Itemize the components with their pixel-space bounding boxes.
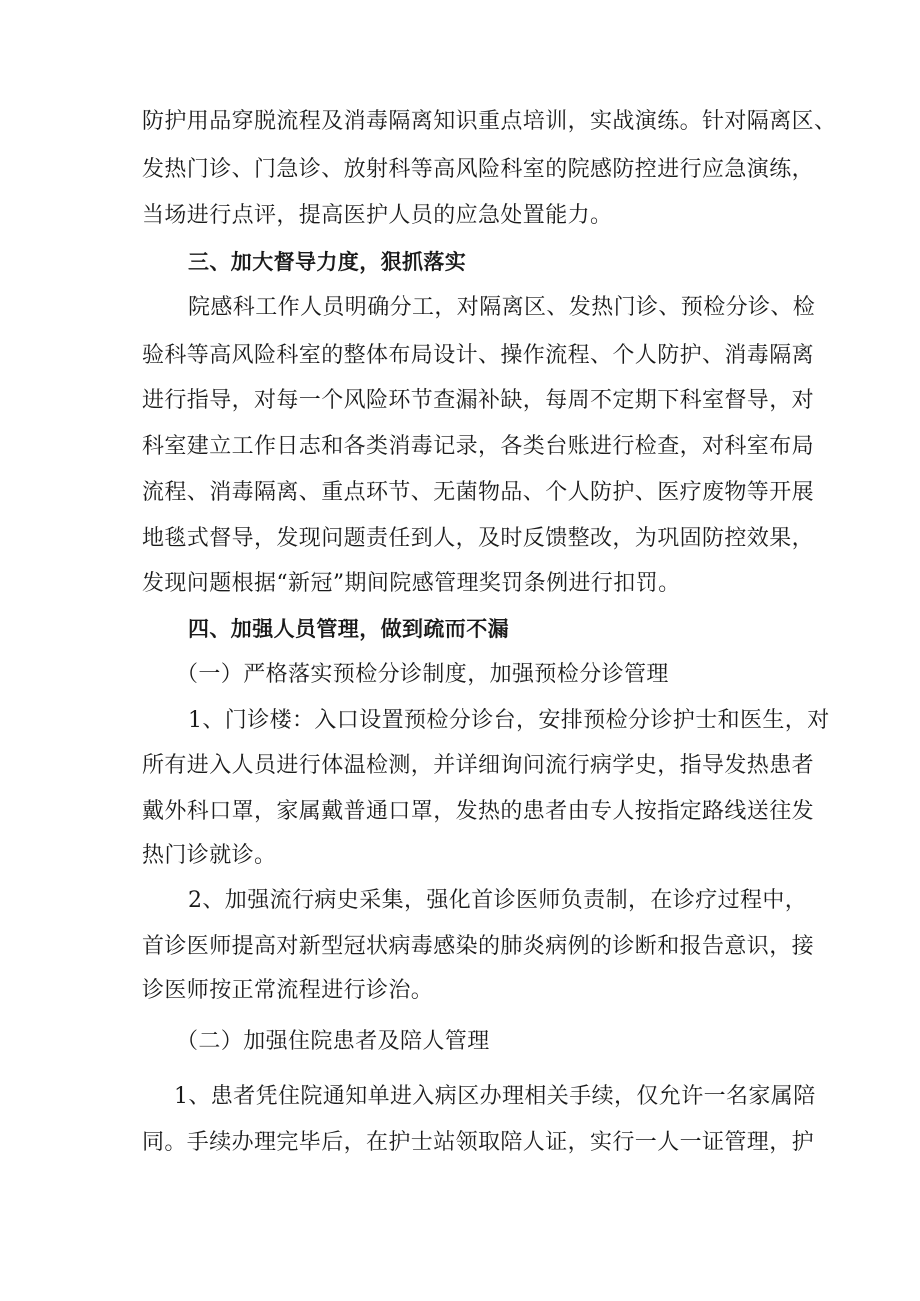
body-text-line: 首诊医师提高对新型冠状病毒感染的肺炎病例的诊断和报告意识，接 <box>142 934 815 959</box>
body-text-line: 同。手续办理完毕后，在护士站领取陪人证，实行一人一证管理，护 <box>142 1130 815 1155</box>
body-text-line: 科室建立工作日志和各类消毒记录，各类台账进行检查，对科室布局 <box>142 434 815 459</box>
section-heading-3: 三、加大督导力度，狠抓落实 <box>188 250 467 274</box>
body-text-line: 1、患者凭住院通知单进入病区办理相关手续，仅允许一名家属陪 <box>174 1084 816 1109</box>
subsection-heading-1: （一）严格落实预检分诊制度，加强预检分诊管理 <box>176 662 669 687</box>
body-text-line: 防护用品穿脱流程及消毒隔离知识重点培训，实战演练。针对隔离区、 <box>142 109 837 134</box>
body-text-line: 流程、消毒隔离、重点环节、无菌物品、个人防护、医疗废物等开展 <box>142 480 815 505</box>
body-text-line: 进行指导，对每一个风险环节查漏补缺，每周不定期下科室督导，对 <box>142 388 815 413</box>
body-text-line: 发热门诊、门急诊、放射科等高风险科室的院感防控进行应急演练， <box>142 157 815 182</box>
section-heading-4: 四、加强人员管理，做到疏而不漏 <box>188 617 509 641</box>
body-text-line: 诊医师按正常流程进行诊治。 <box>142 978 434 1003</box>
body-text-line: 地毯式督导，发现问题责任到人，及时反馈整改，为巩固防控效果， <box>142 526 815 551</box>
body-text-line: 院感科工作人员明确分工，对隔离区、发热门诊、预检分诊、检 <box>188 295 816 320</box>
subsection-heading-2: （二）加强住院患者及陪人管理 <box>176 1029 490 1054</box>
body-text-line: 验科等高风险科室的整体布局设计、操作流程、个人防护、消毒隔离 <box>142 343 815 368</box>
body-text-line: 当场进行点评，提高医护人员的应急处置能力。 <box>142 203 613 228</box>
body-text-line: 所有进入人员进行体温检测，并详细询问流行病学史，指导发热患者 <box>142 753 815 778</box>
body-text-line: 发现问题根据“新冠”期间院感管理奖罚条例进行扣罚。 <box>142 571 681 596</box>
body-text-line: 热门诊就诊。 <box>142 843 277 868</box>
body-text-line: 2、加强流行病史采集，强化首诊医师负责制，在诊疗过程中， <box>188 888 808 913</box>
body-text-line: 戴外科口罩，家属戴普通口罩，发热的患者由专人按指定路线送往发 <box>142 799 815 824</box>
body-text-line: 1、门诊楼：入口设置预检分诊台，安排预检分诊护士和医生，对 <box>188 708 830 733</box>
